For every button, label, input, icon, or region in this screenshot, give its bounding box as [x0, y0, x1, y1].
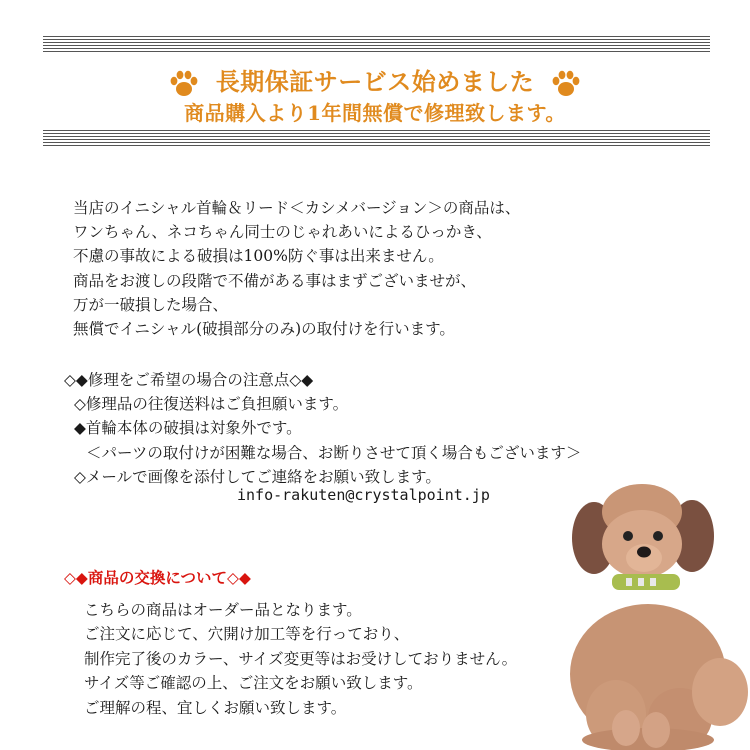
banner-headline: 長期保証サービス始めました	[215, 67, 535, 96]
exchange-line: ご理解の程、宜しくお願い致します。	[84, 698, 347, 717]
intro-line: 万が一破損した場合、	[73, 295, 229, 314]
repair-item: ＜パーツの取付けが困難な場合、お断りさせて頂く場合もございます＞	[86, 443, 582, 462]
intro-line: 無償でイニシャル(破損部分のみ)の取付けを行います。	[73, 320, 455, 339]
contact-email: info-rakuten@crystalpoint.jp	[237, 486, 490, 504]
poodle-photo	[530, 478, 750, 750]
repair-notes	[64, 368, 581, 489]
intro-line: ワンちゃん、ネコちゃん同士のじゃれあいによるひっかき、	[73, 223, 492, 242]
banner-headline-row	[0, 62, 750, 98]
exchange-text	[84, 598, 517, 720]
repair-item: ◇メールで画像を添付してご連絡をお願い致します。	[74, 467, 441, 486]
intro-line: 商品をお渡しの段階で不備がある事はまずございませが、	[73, 271, 477, 290]
stripe-band-bottom	[43, 130, 710, 148]
repair-item: ◆首輪本体の破損は対象外です。	[74, 419, 302, 438]
intro-line: 不慮の事故による破損は100%防ぐ事は出来ません。	[73, 247, 444, 266]
exchange-line: ご注文に応じて、穴開け加工等を行っており、	[84, 625, 410, 644]
paw-icon	[551, 70, 581, 98]
banner-subheadline: 商品購入より1年間無償で修理致します。	[184, 101, 566, 125]
exchange-title: ◇◆商品の交換について◇◆	[64, 568, 251, 587]
intro-text	[73, 196, 520, 341]
paw-icon	[169, 70, 199, 98]
repair-item: ◇修理品の往復送料はご負担願います。	[74, 395, 349, 414]
stripe-band-top	[43, 36, 710, 54]
exchange-line: サイズ等ご確認の上、ご注文をお願い致します。	[84, 674, 423, 693]
intro-line: 当店のイニシャル首輪＆リード＜カシメバージョン＞の商品は、	[73, 199, 521, 217]
exchange-line: こちらの商品はオーダー品となります。	[84, 601, 362, 619]
exchange-line: 制作完了後のカラー、サイズ変更等はお受けしておりません。	[84, 649, 518, 668]
repair-title: ◇◆修理をご希望の場合の注意点◇◆	[64, 371, 314, 389]
